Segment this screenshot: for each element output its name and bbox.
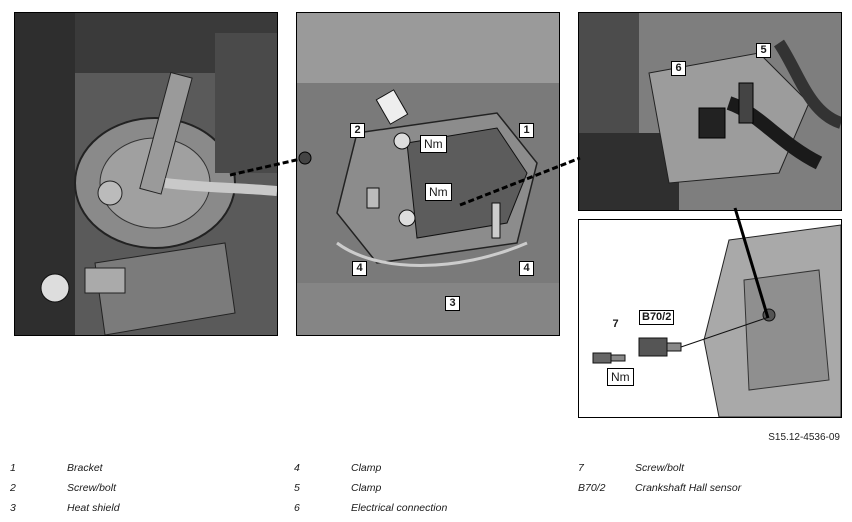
legend-text: Bracket: [67, 462, 103, 474]
legend-text: Crankshaft Hall sensor: [635, 482, 742, 494]
callout-4-right: 4: [519, 261, 534, 276]
callout-2: 2: [350, 123, 365, 138]
torque-label-sensor: Nm: [607, 368, 634, 386]
legend-number: 4: [294, 462, 300, 474]
callout-6: 6: [671, 61, 686, 76]
legend-text: Screw/bolt: [635, 462, 685, 474]
figure-reference: S15.12-4536-09: [768, 432, 840, 443]
legend-text: Heat shield: [67, 502, 120, 514]
photo-panel-engine-overview: [14, 12, 278, 336]
callout-4-left: 4: [352, 261, 367, 276]
legend-text: Electrical connection: [351, 502, 448, 514]
heat-shield-image: [297, 13, 559, 335]
torque-label-upper: Nm: [420, 135, 447, 153]
legend-number: B70/2: [578, 482, 606, 494]
callout-3: 3: [445, 296, 460, 311]
legend-number: 3: [10, 502, 16, 514]
callout-5: 5: [756, 43, 771, 58]
legend-number: 5: [294, 482, 300, 494]
legend-number: 1: [10, 462, 16, 474]
callout-1: 1: [519, 123, 534, 138]
legend-number: 2: [10, 482, 16, 494]
photo-panel-connection: [578, 12, 842, 211]
engine-overview-image: [15, 13, 277, 335]
connection-image: [579, 13, 841, 210]
legend-text: Clamp: [351, 482, 382, 494]
callout-7: 7: [612, 318, 619, 330]
photo-panel-sensor: [578, 219, 842, 418]
legend-number: 6: [294, 502, 300, 514]
torque-label-lower: Nm: [425, 183, 452, 201]
legend-text: Screw/bolt: [67, 482, 117, 494]
photo-panel-heat-shield: [296, 12, 560, 336]
legend-number: 7: [578, 462, 584, 474]
callout-b70-2: B70/2: [639, 310, 674, 325]
legend-text: Clamp: [351, 462, 382, 474]
